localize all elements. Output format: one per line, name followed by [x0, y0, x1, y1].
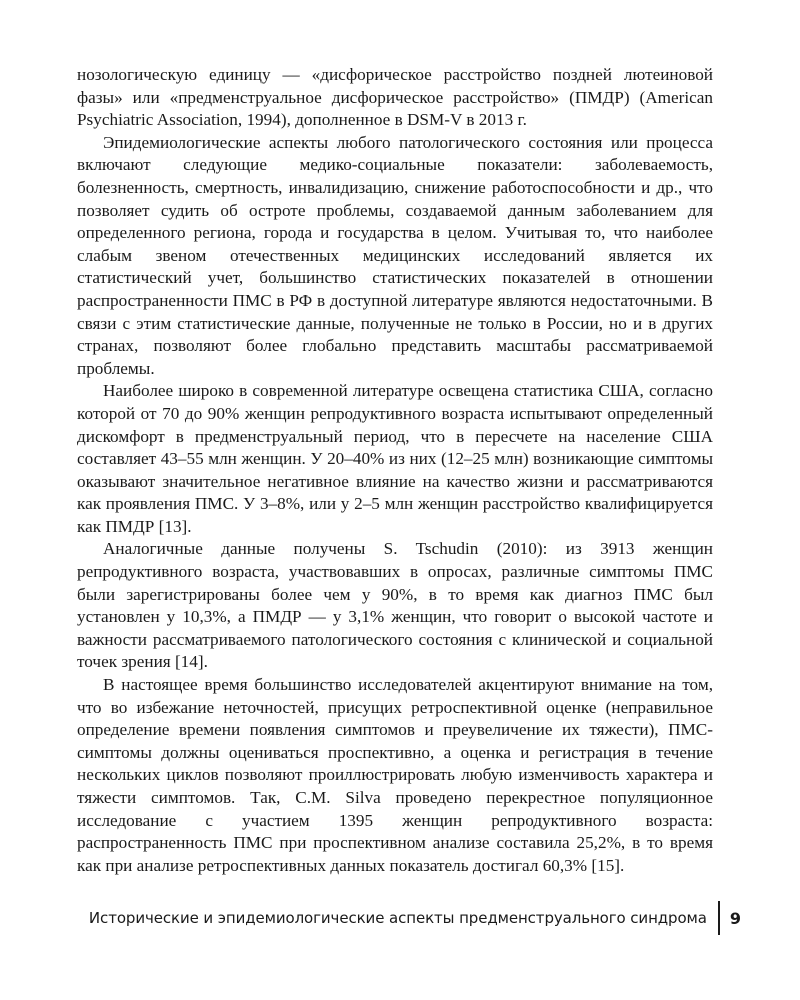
- paragraph-tschudin: Аналогичные данные получены S. Tschudin (2010): из 3913 женщин репродуктивного возраста, участвовавших в опросах, различные симптомы ПМС были зарегистрированы более чем у 90%, в то время как диагноз ПМС был установлен у 10,3%, а ПМДР — у 3,1% женщин, что говорит о высокой частоте и важности рассматриваемого патологического состояния с клинической и социальной точек зрения [14].: [77, 539, 713, 672]
- page-body: [77, 64, 713, 877]
- paragraph-continuation: нозологическую единицу — «дисфорическое расстройство поздней лютеиновой фазы» или «предменструальное дисфорическое расстройство» (ПМДР) (American Psychiatric Association, 1994), дополненное в DSM-V в 2013 г.: [77, 65, 713, 130]
- page-number: 9: [729, 908, 741, 928]
- paragraph-prospective: В настоящее время большинство исследователей акцентируют внимание на том, что во избежание неточностей, присущих ретроспективной оценке (неправильное определение времени появления симптомов и преувеличение их тяжести), ПМС-симптомы должны оцениваться проспективно, а оценка и регистрация в течение нескольких циклов позволяют проиллюстрировать любую изменчивость характера и тяжести симптомов. Так, C.M. Silva проведено перекрестное популяционное исследование с участием 1395 женщин репродуктивного возраста: распространенность ПМС при проспективном анализе составила 25,2%, в то время как при анализе ретроспективных данных показатель достигал 60,3% [15].: [77, 675, 713, 875]
- page-footer: [77, 900, 741, 936]
- paragraph-epidemiology: Эпидемиологические аспекты любого патологического состояния или процесса включают следующие медико-социальные показатели: заболеваемость, болезненность, смертность, инвалидизацию, снижение работоспособности и др., что позволяет судить об остроте проблемы, создаваемой данным заболеванием для определенного региона, города и государства в целом. Учитывая то, что наиболее слабым звеном отечественных медицинских исследований является их статистический учет, большинство статистических показателей в отношении распространенности ПМС в РФ в доступной литературе являются недостаточными. В связи с этим статистические данные, полученные не только в России, но и в других странах, позволяют более глобально представить масштабы рассматриваемой проблемы.: [77, 132, 713, 378]
- paragraph-usa-statistics: Наиболее широко в современной литературе освещена статистика США, согласно которой от 70 до 90% женщин репродуктивного возраста испытывают определенный дискомфорт в предменструальный период, что в пересчете на население США составляет 43–55 млн женщин. У 20–40% из них (12–25 млн) возникающие симптомы оказывают значительное негативное влияние на качество жизни и рассматриваются как проявления ПМС. У 3–8%, или у 2–5 млн женщин расстройство квалифицируется как ПМДР [13].: [77, 381, 713, 536]
- footer-divider: [718, 901, 720, 935]
- running-title: Исторические и эпидемиологические аспекты предменструального синдрома: [88, 909, 707, 927]
